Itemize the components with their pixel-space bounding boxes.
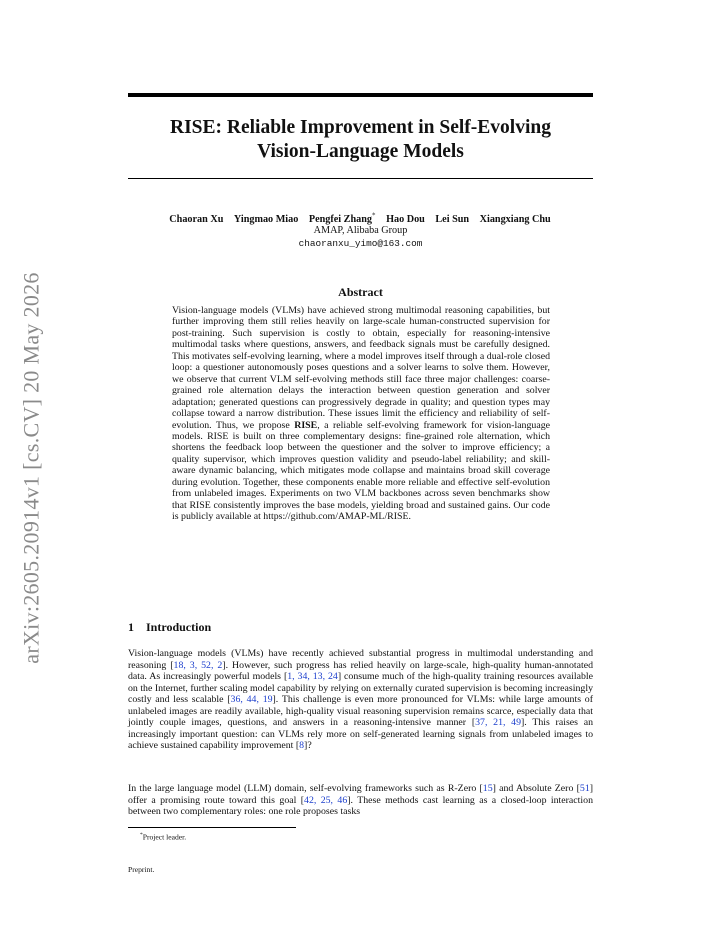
author-name-text: Pengfei Zhang bbox=[308, 214, 373, 226]
citation-link[interactable]: 51 bbox=[579, 783, 590, 794]
abstract-text: , a reliable self-evolving framework for vision-language models. RISE is built on three complementary designs: fine-grained role alternation, which shortens the feedback loop between the questioner and the solver to improve efficiency; a quality supervisor, which improves question validity and pseudo-label reliability; and skill-aware dynamic balancing, which mitigates mode collapse and maintains broad skill coverage during evolution. Together, these components enable more reliable and effective self-evolution from unlabeled images. Experiments on two VLM backbones across seven benchmarks show that RISE consistently improves the base models, yielding broad and sustained gains. Our code is publicly available at https://github.com/AMAP-ML/RISE. bbox=[172, 419, 550, 523]
body-text: ] and Absolute Zero [ bbox=[492, 783, 580, 794]
citation-link[interactable]: 18, 3, 52, 2 bbox=[173, 659, 223, 671]
body-text: ]. This raises an increasingly important question: can VLMs rely more on self-generated learning signals from unlabeled images to achieve sustained capability improvement [ bbox=[128, 717, 593, 752]
citation-link[interactable]: 8 bbox=[299, 740, 305, 752]
intro-paragraph-1 bbox=[128, 648, 593, 752]
author-list bbox=[120, 212, 600, 225]
paper-title bbox=[128, 116, 593, 164]
citation-link[interactable]: 1, 34, 13, 24 bbox=[287, 671, 338, 683]
citation-link[interactable]: 42, 25, 46 bbox=[304, 794, 348, 806]
abstract-heading: Abstract bbox=[338, 285, 383, 299]
arxiv-identifier-text: arXiv:2605.20914v1 [cs.CV] 20 May 2026 bbox=[19, 272, 45, 664]
section-title: Introduction bbox=[146, 620, 212, 634]
paper-title-line-1: RISE: Reliable Improvement in Self-Evolving bbox=[170, 117, 551, 138]
arxiv-identifier-stamp bbox=[14, 258, 50, 678]
body-text: In the large language model (LLM) domain, self-evolving frameworks such as R-Zero [ bbox=[128, 783, 483, 794]
body-text: ] offer a promising route toward this goal [ bbox=[128, 783, 594, 806]
author-footnote-mark: * bbox=[372, 212, 376, 220]
author-name: Xiangxiang Chu bbox=[479, 214, 551, 226]
body-text: ]? bbox=[304, 740, 312, 752]
footnote-rule bbox=[128, 827, 296, 828]
author-name: Chaoran Xu bbox=[169, 214, 224, 226]
section-heading-introduction bbox=[128, 620, 211, 635]
citation-link[interactable]: 15 bbox=[482, 783, 493, 794]
footnote bbox=[140, 832, 186, 842]
author-name: Yingmao Miao bbox=[233, 214, 299, 226]
body-text: ]. These methods cast learning as a closed-loop interaction between two complementary roles: one role proposes tasks bbox=[128, 794, 593, 818]
paper-title-line-2: Vision-Language Models bbox=[257, 141, 464, 162]
section-number: 1 bbox=[128, 620, 134, 634]
title-top-rule bbox=[128, 93, 593, 97]
contact-email[interactable]: chaoranxu_yimo@163.com bbox=[298, 238, 423, 249]
title-bottom-rule bbox=[128, 178, 593, 179]
body-text: ]. This challenge is even more pronounced for VLMs: while large amounts of unlabeled images are readily available, high-quality visual reasoning supervision remains scarce, especially data that jointly couple images, questions, and answers in a reasoning-intensive manner [ bbox=[128, 694, 593, 729]
preprint-label: Preprint. bbox=[128, 865, 155, 874]
citation-link[interactable]: 36, 44, 19 bbox=[230, 694, 273, 706]
abstract-body bbox=[172, 305, 550, 523]
abstract-method-name: RISE bbox=[294, 419, 318, 431]
author-name: Hao Dou bbox=[386, 214, 425, 226]
abstract-text: Vision-language models (VLMs) have achieved strong multimodal reasoning capabilities, but further improving them still relies heavily on large-scale human-constructed supervision for post-training. Such supervision is costly to obtain, especially for reasoning-intensive multimodal tasks where questions, answers, and feedback signals must be carefully designed. This motivates self-evolving learning, where a model improves itself through a dual-role closed loop: a questioner autonomously poses questions and a solver learns to solve them. However, we observe that current VLM self-evolving methods still face three major challenges: coarse-grained role alternation delays the interaction between question generation and solver adaptation; generated questions can progressively degrade in quality; and question types may collapse toward a narrow distribution. These issues limit the efficiency and reliability of self-evolution. Thus, we propose bbox=[172, 305, 550, 431]
affiliation: AMAP, Alibaba Group bbox=[313, 225, 408, 236]
author-name bbox=[309, 214, 376, 225]
author-name: Lei Sun bbox=[435, 214, 470, 226]
footnote-text: Project leader. bbox=[142, 832, 187, 842]
body-text: ]. However, such progress has relied heavily on large-scale, high-quality human-annotated data. As increasingly powerful models [ bbox=[128, 659, 593, 683]
body-text: ] consume much of the high-quality training resources available on the Internet, further scaling model capability by relying on externally curated supervision is becoming increasingly costly and less scalable [ bbox=[128, 671, 593, 706]
citation-link[interactable]: 37, 21, 49 bbox=[475, 717, 522, 729]
intro-paragraph-2 bbox=[128, 783, 593, 818]
body-text: Vision-language models (VLMs) have recently achieved substantial progress in multimodal understanding and reasoning [ bbox=[128, 648, 593, 671]
footnote-mark: * bbox=[140, 832, 143, 838]
